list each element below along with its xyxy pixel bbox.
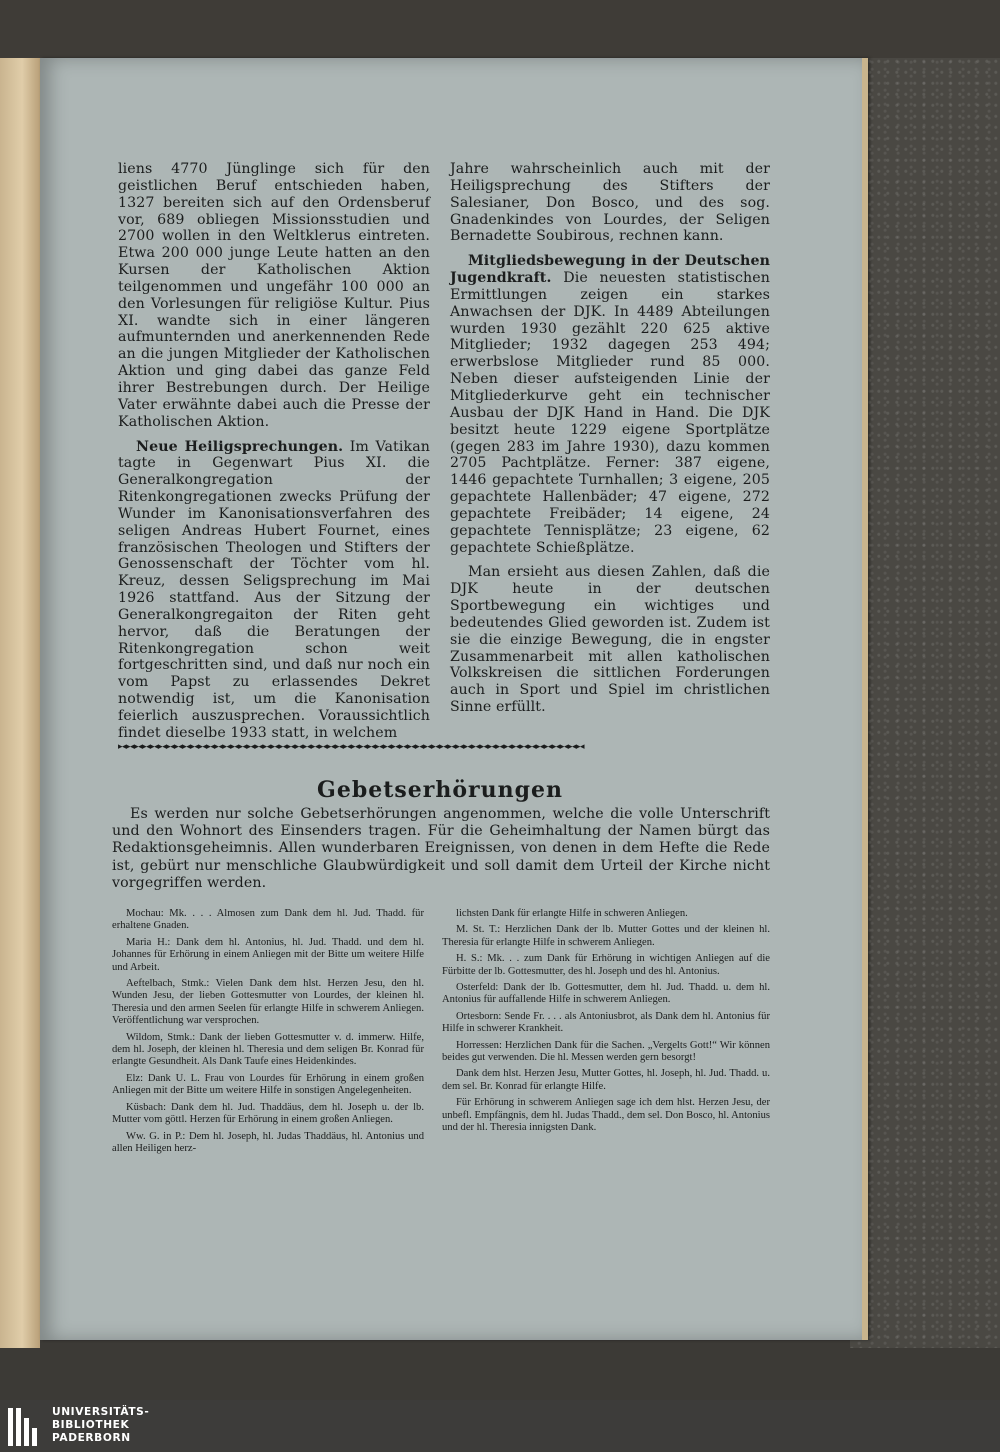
prayer-entry: Ortesborn: Sende Fr. . . . als Antoniusbrot, als Dank dem hl. Antonius für Hilfe in schwerer Krankheit. (442, 1010, 770, 1035)
prayer-entry: H. S.: Mk. . . zum Dank für Erhörung in wichtigen Anliegen auf die Fürbitte der lb. Gottesmutter, des hl. Joseph und des hl. Antonius. (442, 953, 770, 977)
library-name-line: BIBLIOTHEK (52, 1419, 130, 1431)
prayer-entry: Wildom, Stmk.: Dank der lieben Gottesmutter v. d. immerw. Hilfe, dem hl. Joseph, der kleinen hl. Theresia und dem seligen Br. Konrad für erlangte Gesundheit. Als Dank Taufe eines Heidenkindes. (112, 1031, 424, 1068)
paragraph-lead: Neue Heiligsprechungen. (136, 438, 344, 455)
section-title: Gebetserhörungen (317, 777, 563, 803)
book-cover (850, 58, 1000, 1348)
prayer-entry: Elz: Dank U. L. Frau von Lourdes für Erhörung in einem großen Anliegen mit der Bitte um weitere Hilfe in sonstigen Angelegenheiten. (112, 1072, 424, 1097)
paragraph-lead: Mitgliedsbewegung in der Deutschen Jugendkraft. (450, 253, 770, 287)
prayer-entry: Maria H.: Dank dem hl. Antonius, hl. Jud. Thadd. und dem hl. Johannes für Erhörung in einem Anliegen mit der Bitte um weitere Hilfe und Arbeit. (112, 936, 424, 973)
intro-text: Es werden nur solche Gebetserhörungen angenommen, welche die volle Unterschrift und den Wohnort des Einsenders tragen. Für die Geheimhaltung der Namen bürgt das Redaktionsgeheimnis. Allen wunderbaren Ereignissen, von denen in dem Hefte die Rede ist, gebürt nur menschliche Glaubwürdigkeit und soll damit dem Urteil der Kirche nicht vorgegriffen werden. (112, 806, 770, 891)
library-name (52, 1406, 149, 1445)
paragraph-text: liens 4770 Jünglinge sich für den geistlichen Beruf entschieden haben, 1327 bereiten sich auf den Ordensberuf vor, 689 obliegen Missionsstudien und 2700 wollen in den Weltklerus eintreten. Etwa 200 000 junge Leute hatten an den Kursen der Katholischen Aktion teilgenommen und ungefähr 100 000 an den Vorlesungen für religiöse Kultur. Pius XI. wandte sich in einer längeren aufmunternden und anerkennenden Rede an die jungen Mitglieder der Katholischen Aktion und ging dabei das ganze Feld ihrer Bestrebungen durch. Der Heilige Vater erwähnte dabei auch die Presse der Katholischen Aktion. (118, 161, 430, 430)
paragraph (450, 161, 770, 245)
ornamental-divider: ▸◂▸◂▸◂▸◂▸◂▸◂▸◂▸◂▸◂▸◂▸◂▸◂▸◂▸◂▸◂▸◂▸◂▸◂▸◂▸◂▸◂▸◂▸◂▸◂▸◂▸◂▸◂▸◂▸◂▸◂▸◂▸◂▸◂▸◂▸◂▸◂▸◂▸◂▸◂▸◂▸◂▸◂▸◂▸◂▸◂▸◂▸◂▸◂▸◂▸◂▸◂▸◂▸◂▸◂▸◂▸◂▸◂▸◂ (118, 742, 585, 752)
paragraph (450, 564, 770, 716)
scan-background-top (0, 0, 1000, 58)
right-column (450, 161, 770, 716)
paragraph-text: Jahre wahrscheinlich auch mit der Heiligsprechung des Stifters der Salesianer, Don Bosco, und des sog. Gnadenkindes von Lourdes, der Seligen Bernadette Soubirous, rechnen kann. (450, 161, 770, 245)
library-logo-icon (8, 1408, 46, 1446)
facing-page-edge (0, 58, 40, 1348)
paragraph-text: Im Vatikan tagte in Gegenwart Pius XI. die Generalkongregation der Ritenkongregationen zwecks Prüfung der Wunder im Kanonisationsverfahren des seligen Andreas Hubert Fournet, eines französischen Theologen und Stifters der Genossenschaft der Töchter vom hl. Kreuz, dessen Seligsprechung im Mai 1926 stattfand. Aus der Sitzung der Generalkongregaiton der Riten geht hervor, daß die Beratungen der Ritenkongregation schon weit fortgeschritten sind, und daß nur noch ein vom Papst zu erlassendes Dekret notwendig ist, um die Kanonisation feierlich auszusprechen. Voraussichtlich findet dieselbe 1933 statt, in welchem (118, 438, 430, 741)
library-name-line: PADERBORN (52, 1432, 131, 1444)
prayer-entry: Dank dem hlst. Herzen Jesu, Mutter Gottes, hl. Joseph, hl. Jud. Thadd. u. dem sel. Br. Konrad für erlangte Hilfe. (442, 1068, 770, 1092)
prayer-entry: Aeftelbach, Stmk.: Vielen Dank dem hlst. Herzen Jesu, den hl. Wunden Jesu, der lieben Gottesmutter von Lourdes, der kleinen hl. Theresia und den armen Seelen für erlangte Hilfe in schwerem Anliegen. Veröffentlichung war versprochen. (112, 978, 424, 1027)
library-footer (0, 1400, 1000, 1452)
prayer-entry: M. St. T.: Herzlichen Dank der lb. Mutter Gottes und der kleinen hl. Theresia für erlangte Hilfe in schwerem Anliegen. (442, 924, 770, 948)
paragraph (118, 161, 430, 431)
prayer-entry: Ww. G. in P.: Dem hl. Joseph, hl. Judas Thaddäus, hl. Antonius und allen Heiligen herz- (112, 1130, 424, 1154)
section-intro (112, 806, 770, 892)
left-column (118, 161, 430, 742)
right-small-column (442, 908, 770, 1139)
prayer-entry: Für Erhörung in schwerem Anliegen sage ich dem hlst. Herzen Jesu, der unbefl. Empfängnis, dem hl. Judas Thadd., dem sel. Don Bosco, hl. Antonius und der hl. Theresia innigsten Dank. (442, 1097, 770, 1134)
paragraph (118, 439, 430, 742)
journal-page (40, 58, 868, 1340)
paragraph (450, 253, 770, 556)
paragraph-text: Man ersieht aus diesen Zahlen, daß die DJK heute in der deutschen Sportbewegung ein wichtiges und bedeutendes Glied geworden ist. Zudem ist sie die einzige Bewegung, die in engster Zusammenarbeit mit allen katholischen Volkskreisen die sittlichen Forderungen auch in Sport und Spiel im christlichen Sinne erfüllt. (450, 564, 770, 716)
prayer-entry: Osterfeld: Dank der lb. Gottesmutter, dem hl. Jud. Thadd. u. dem hl. Antonius für auffallende Hilfe in schwerem Anliegen. (442, 982, 770, 1006)
library-name-line: UNIVERSITÄTS- (52, 1406, 150, 1418)
prayer-entry: lichsten Dank für erlangte Hilfe in schweren Anliegen. (456, 908, 688, 919)
paragraph-text: Die neuesten statistischen Ermittlungen zeigen ein starkes Anwachsen der DJK. In 4489 Abteilungen wurden 1930 gezählt 220 625 aktive Mitglieder; 1932 dagegen 253 494; erwerbslose Mitglieder rund 85 000. Neben dieser aufsteigenden Linie der Mitgliederkurve geht ein technischer Ausbau der DJK Hand in Hand. Die DJK besitzt heute 1229 eigene Sportplätze (gegen 283 im Jahre 1930), dazu kommen 2705 Pachtplätze. Ferner: 387 eigene, 1446 gepachtete Turnhallen; 3 eigene, 205 gepachtete Hallenbäder; 47 eigene, 272 gepachtete Freibäder; 14 eigene, 24 gepachtete Tennisplätze; 23 eigene, 62 gepachtete Schießplätze. (450, 270, 770, 556)
prayer-entry: Küsbach: Dank dem hl. Jud. Thaddäus, dem hl. Joseph u. der lb. Mutter vom göttl. Herzen für Erhörung in einem großen Anliegen. (112, 1101, 424, 1126)
prayer-entry: Horressen: Herzlichen Dank für die Sachen. „Vergelts Gott!“ Wir können beides gut verwenden. Die hl. Messen werden gern besorgt! (442, 1039, 770, 1064)
left-small-column (112, 908, 424, 1159)
prayer-entry: Mochau: Mk. . . . Almosen zum Dank dem hl. Jud. Thadd. für erhaltene Gnaden. (112, 908, 424, 932)
